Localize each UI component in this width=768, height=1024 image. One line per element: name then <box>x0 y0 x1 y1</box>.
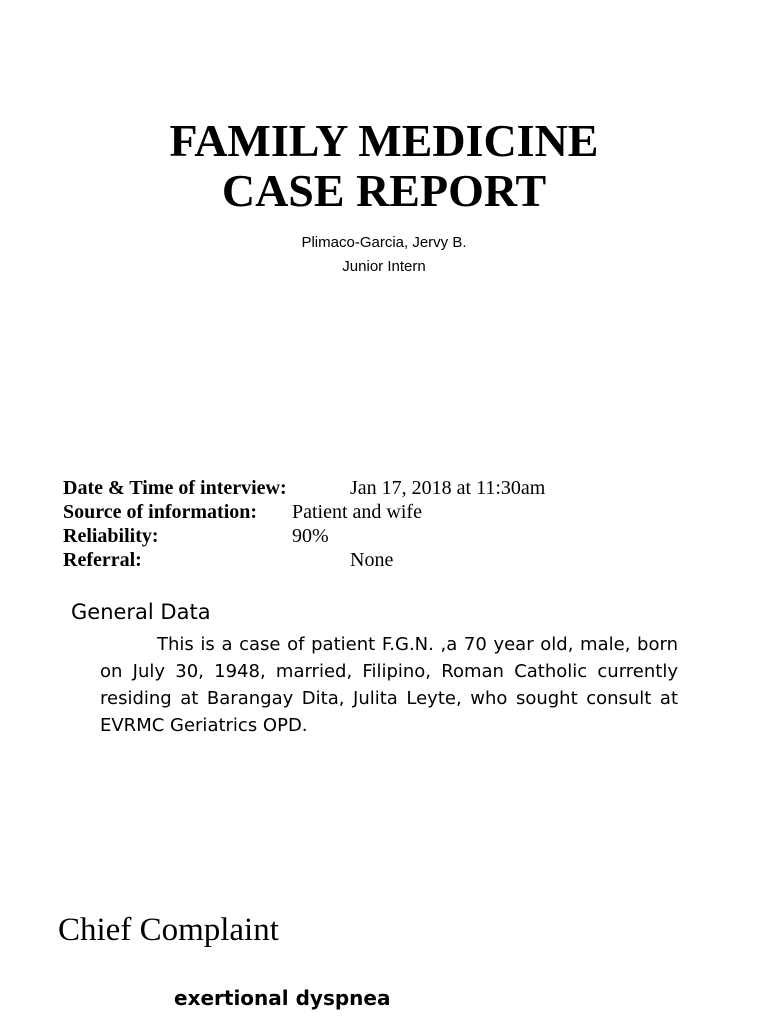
referral-value: None <box>350 549 394 571</box>
chief-complaint-value: exertional dyspnea <box>174 986 391 1010</box>
interview-date-value: Jan 17, 2018 at 11:30am <box>350 477 546 499</box>
general-data-paragraph: This is a case of patient F.G.N. ,a 70 year old, male, born on July 30, 1948, married, Filipino, Roman Catholic currently residing at Barangay Dita, Julita Leyte, who sought consult at EVRMC Geriatrics OPD. <box>100 634 678 736</box>
referral-row <box>63 548 394 572</box>
general-data-heading: General Data <box>71 600 211 624</box>
author-role: Junior Intern <box>342 258 426 275</box>
source-row <box>63 500 422 524</box>
interview-date-row <box>63 476 546 500</box>
reliability-label: Reliability: <box>63 525 159 547</box>
referral-label: Referral: <box>63 549 142 571</box>
chief-complaint-heading: Chief Complaint <box>58 912 279 948</box>
author-name: Plimaco-Garcia, Jervy B. <box>301 234 467 251</box>
title-line-1: FAMILY MEDICINE <box>169 115 599 166</box>
source-value: Patient and wife <box>292 501 422 523</box>
title-line-2: CASE REPORT <box>221 165 547 216</box>
source-label: Source of information: <box>63 501 258 523</box>
interview-date-label: Date & Time of interview: <box>63 477 287 499</box>
reliability-value: 90% <box>292 525 329 547</box>
reliability-row <box>63 524 329 548</box>
